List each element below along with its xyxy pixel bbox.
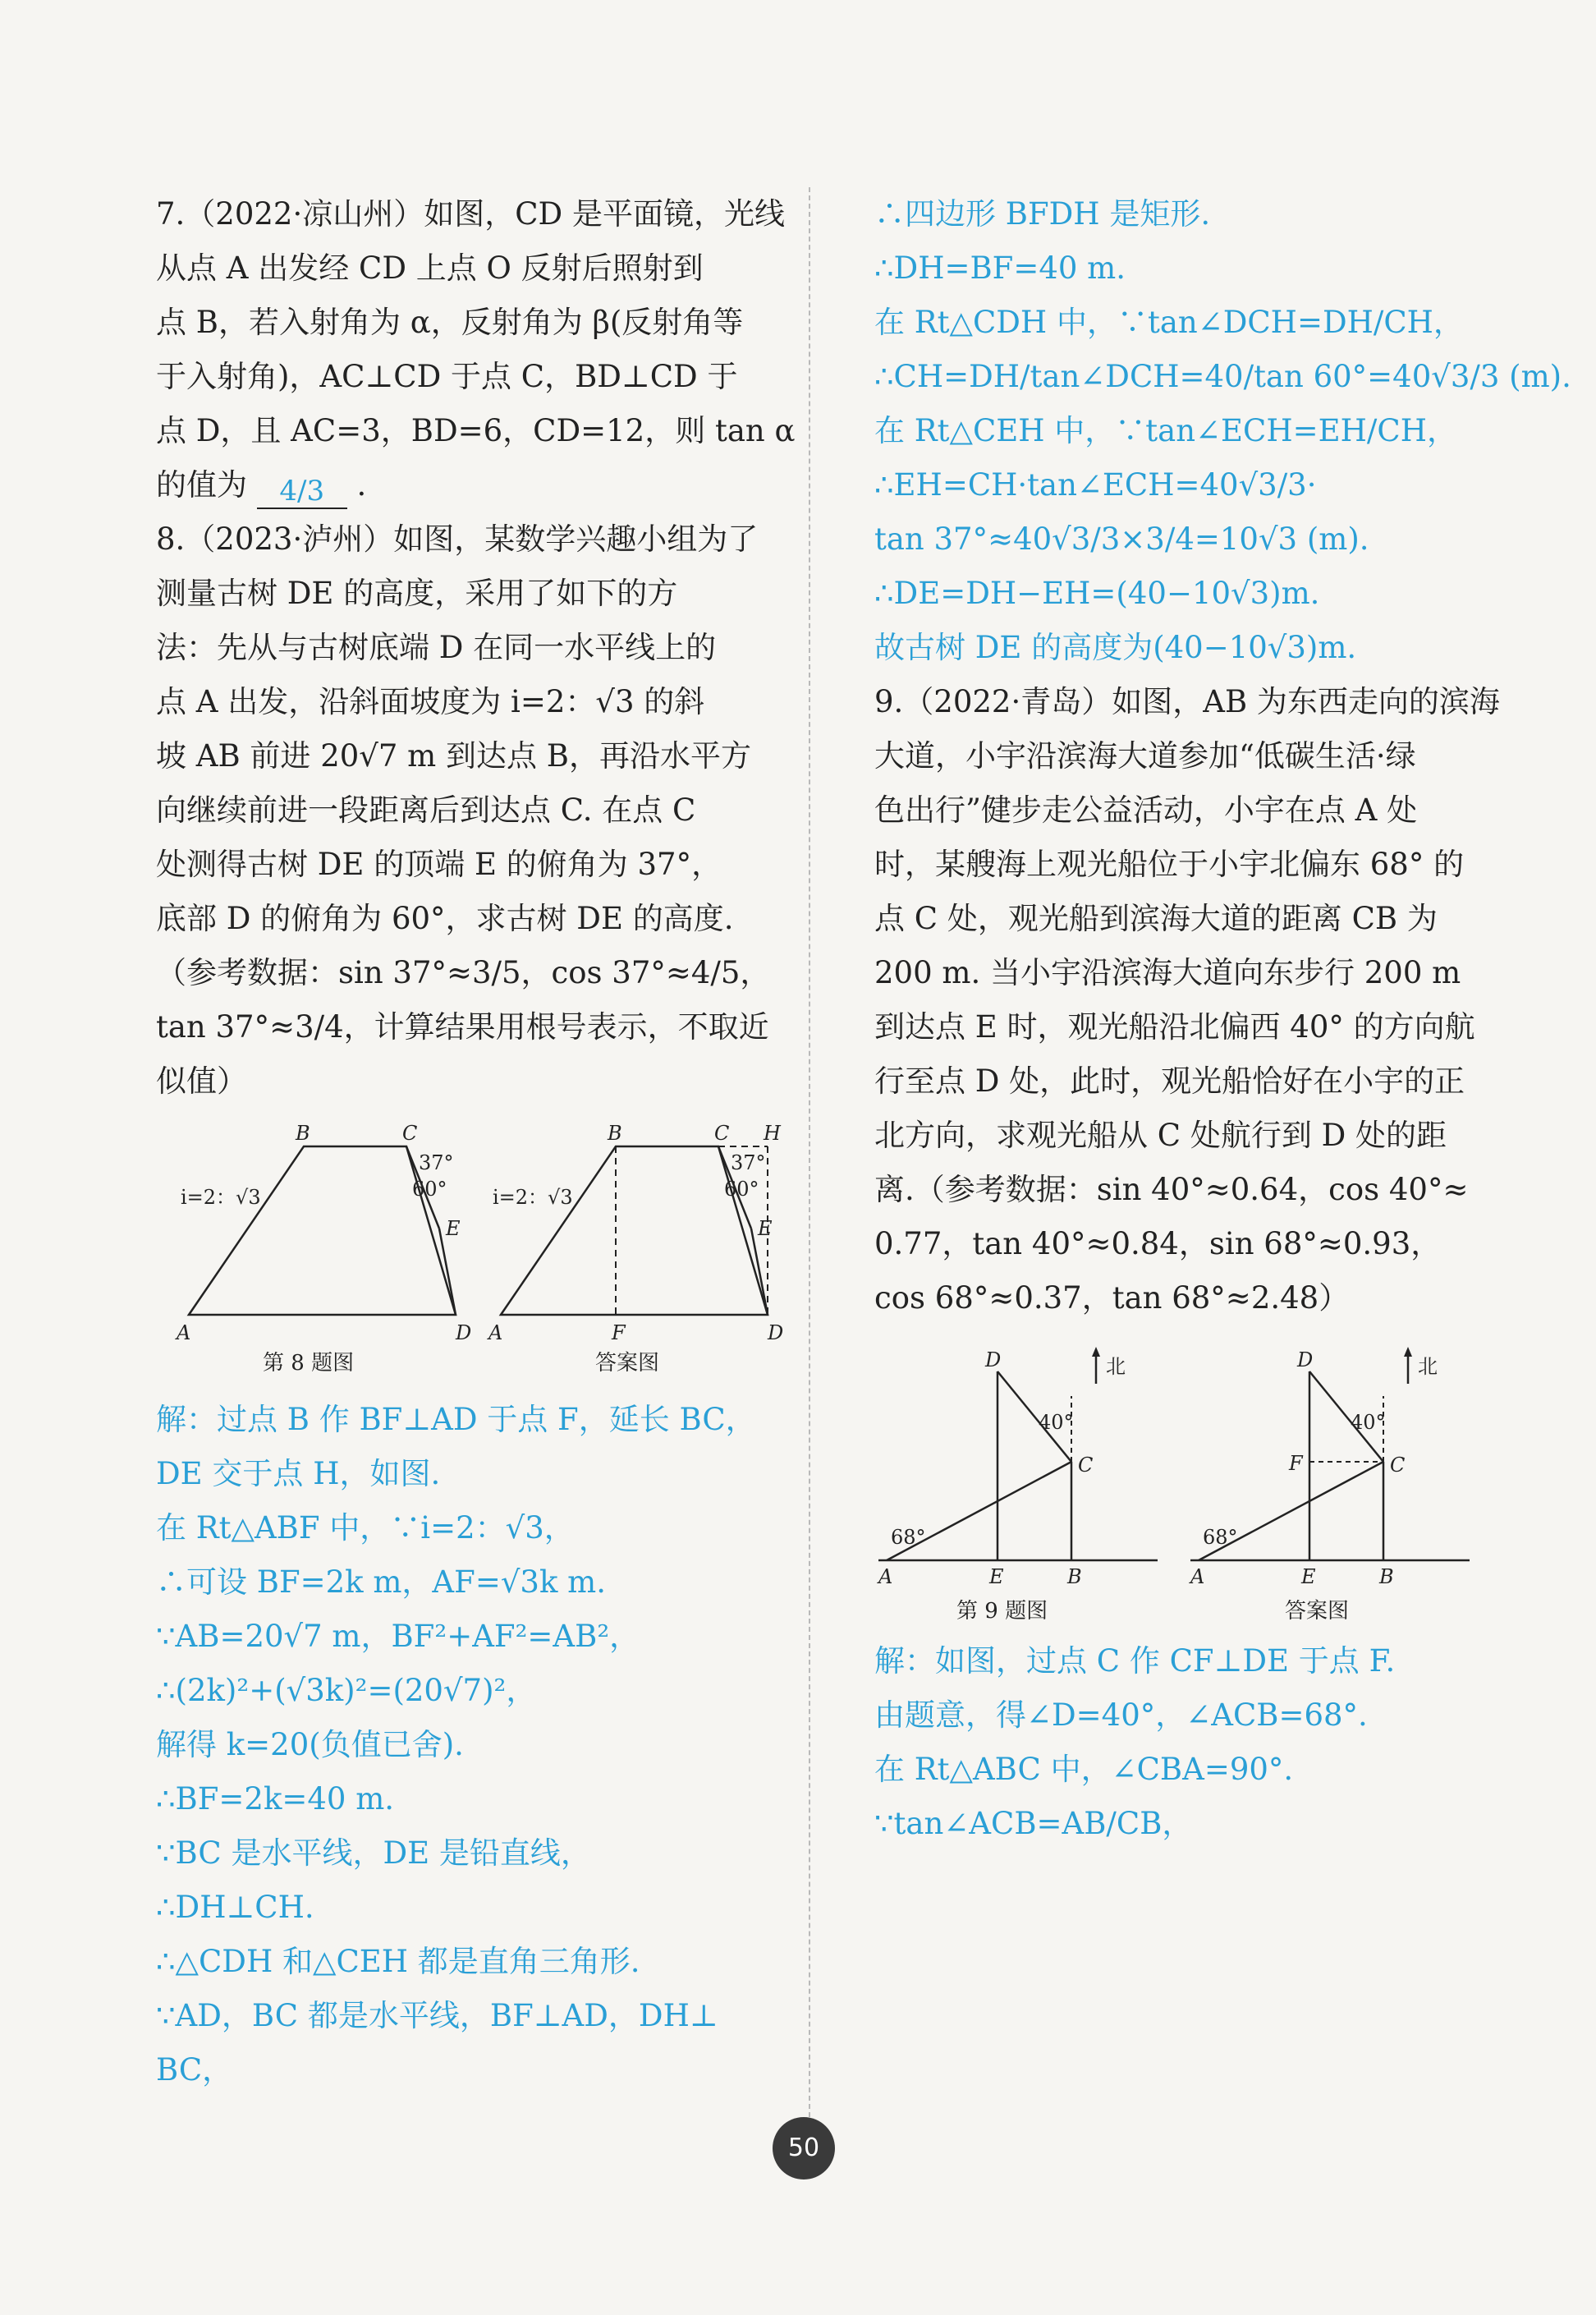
q9-line: 9.（2022·青岛）如图，AB 为东西走向的滨海 (874, 684, 1500, 719)
question-9 (874, 675, 1500, 1851)
label-E: E (758, 1217, 773, 1240)
label-E: E (989, 1565, 1004, 1588)
solution-line: ∴CH=DH/tan∠DCH=40/tan 60°=40√3/3 (m). (874, 359, 1571, 394)
label-C: C (1390, 1454, 1406, 1477)
q9-figures (874, 1330, 1490, 1626)
q9-ans-fig-caption: 答案图 (1285, 1599, 1350, 1624)
solution-line: ∴DE=DH−EH=(40−10√3)m. (874, 576, 1320, 611)
north-label: 北 (1106, 1355, 1126, 1378)
slope-label: i=2：√3 (493, 1186, 573, 1209)
q9-line: 大道，小宇沿滨海大道参加“低碳生活·绿 (874, 738, 1416, 774)
angle-68: 68° (1203, 1526, 1238, 1549)
q8-line: （参考数据：sin 37°≈3/5，cos 37°≈4/5， (156, 955, 771, 990)
q9-line: 时，某艘海上观光船位于小宇北偏东 68° 的 (874, 847, 1465, 882)
q8-line: 测量古树 DE 的高度，采用了如下的方 (156, 576, 678, 611)
q9-solution (874, 1634, 1490, 1851)
q8-line: 法：先从与古树底端 D 在同一水平线上的 (156, 630, 717, 665)
solution-line: ∴(2k)²+(√3k)²=(20√7)²， (156, 1673, 537, 1708)
column-divider (809, 187, 810, 2125)
solution-line: ∵AD，BC 都是水平线，BF⊥AD，DH⊥ (156, 1998, 718, 2033)
solution-line: 解：过点 B 作 BF⊥AD 于点 F，延长 BC， (156, 1402, 756, 1437)
label-A: A (488, 1321, 503, 1344)
solution-line: ∴EH=CH·tan∠ECH=40√3/3· (874, 467, 1317, 503)
label-D: D (985, 1348, 1002, 1371)
q9-line: 到达点 E 时，观光船沿北偏西 40° 的方向航 (874, 1009, 1475, 1045)
solution-line: ∴四边形 BFDH 是矩形. (874, 196, 1211, 232)
solution-line: DE 交于点 H，如图. (156, 1456, 441, 1491)
q8-line: 8.（2023·泸州）如图，某数学兴趣小组为了 (156, 521, 759, 557)
solution-line: ∴△CDH 和△CEH 都是直角三角形. (156, 1944, 640, 1979)
label-B: B (1067, 1565, 1082, 1588)
q8-line: 似值） (156, 1063, 247, 1099)
label-B: B (296, 1122, 310, 1145)
q8-answer-figure (484, 1114, 796, 1376)
solution-line: ∵AB=20√7 m，BF²+AF²=AB²， (156, 1619, 640, 1654)
angle-40: 40° (1039, 1411, 1074, 1434)
q9-line: 色出行”健步走公益活动，小宇在点 A 处 (874, 792, 1418, 828)
solution-line: 故古树 DE 的高度为(40−10√3)m. (874, 630, 1357, 665)
solution-line: 在 Rt△CEH 中，∵tan∠ECH=EH/CH， (874, 413, 1457, 448)
q7-line: 点 D，且 AC=3，BD=6，CD=12，则 tan α (156, 413, 796, 448)
solution-line: 解：如图，过点 C 作 CF⊥DE 于点 F. (874, 1643, 1396, 1679)
q9-figure (874, 1339, 1186, 1626)
q7-line: 点 B，若入射角为 α，反射角为 β(反射角等 (156, 305, 744, 340)
q8-ans-fig-caption: 答案图 (595, 1351, 660, 1376)
q7-line: 7.（2022·凉山州）如图，CD 是平面镜，光线 (156, 196, 785, 232)
label-E: E (1301, 1565, 1316, 1588)
label-B: B (608, 1122, 622, 1145)
label-C: C (1078, 1454, 1094, 1477)
q7-line: 从点 A 出发经 CD 上点 O 反射后照射到 (156, 250, 704, 286)
q8-line: 坡 AB 前进 20√7 m 到达点 B，再沿水平方 (156, 738, 751, 774)
angle-60: 60° (724, 1178, 759, 1201)
question-8 (156, 512, 788, 2097)
q8-fig-caption: 第 8 题图 (263, 1351, 355, 1376)
left-column (156, 187, 796, 2097)
label-H: H (764, 1122, 781, 1145)
solution-line: 在 Rt△CDH 中，∵tan∠DCH=DH/CH， (874, 305, 1464, 340)
label-B: B (1379, 1565, 1394, 1588)
page-number: 50 (773, 2117, 835, 2179)
solution-line: ∴DH⊥CH. (156, 1890, 314, 1925)
q8-line: 处测得古树 DE 的顶端 E 的俯角为 37°， (156, 847, 722, 882)
right-column (874, 187, 1571, 1851)
solution-line: ∴DH=BF=40 m. (874, 250, 1126, 286)
label-A: A (878, 1565, 893, 1588)
solution-line: 由题意，得∠D=40°，∠ACB=68°. (874, 1697, 1368, 1733)
q9-line: 北方向，求观光船从 C 处航行到 D 处的距 (874, 1118, 1447, 1153)
label-A: A (1190, 1565, 1205, 1588)
solution-line: 在 Rt△ABC 中，∠CBA=90°. (874, 1752, 1294, 1787)
q9-line: cos 68°≈0.37，tan 68°≈2.48） (874, 1280, 1350, 1316)
label-F: F (1289, 1452, 1303, 1475)
q8-solution (156, 1393, 788, 2097)
label-C: C (714, 1122, 730, 1145)
solution-line: 解得 k=20(负值已舍). (156, 1727, 464, 1762)
solution-line: 在 Rt△ABF 中，∵i=2：√3， (156, 1510, 575, 1546)
angle-37: 37° (419, 1151, 454, 1174)
solution-line: ∵BC 是水平线，DE 是铅直线， (156, 1835, 591, 1871)
q8-line: 底部 D 的俯角为 60°，求古树 DE 的高度. (156, 901, 734, 936)
q9-line: 行至点 D 处，此时，观光船恰好在小宇的正 (874, 1063, 1465, 1099)
label-C: C (402, 1122, 418, 1145)
solution-line: ∴可设 BF=2k m，AF=√3k m. (156, 1564, 606, 1600)
label-E: E (446, 1217, 461, 1240)
label-D: D (768, 1321, 784, 1344)
question-7 (156, 187, 796, 512)
q9-line: 点 C 处，观光船到滨海大道的距离 CB 为 (874, 901, 1438, 936)
label-A: A (177, 1321, 191, 1344)
angle-37: 37° (731, 1151, 766, 1174)
q8-figure (172, 1114, 484, 1376)
q8-solution-continued (874, 187, 1571, 675)
q8-line: 点 A 出发，沿斜面坡度为 i=2：√3 的斜 (156, 684, 705, 719)
q9-line: 200 m. 当小宇沿滨海大道向东步行 200 m (874, 955, 1461, 990)
solution-line: ∵tan∠ACB=AB/CB， (874, 1806, 1193, 1841)
q7-tail-prefix: 的值为 (156, 467, 247, 503)
q9-answer-figure (1186, 1339, 1498, 1626)
q9-line: 离.（参考数据：sin 40°≈0.64，cos 40°≈ (874, 1172, 1469, 1207)
q9-fig-caption: 第 9 题图 (956, 1599, 1048, 1624)
solution-line: ∴BF=2k=40 m. (156, 1781, 395, 1817)
q7-tail-suffix: . (356, 467, 367, 503)
q7-answer-line (156, 458, 788, 512)
q7-answer-blank: 4/3 (257, 475, 347, 509)
slope-label: i=2：√3 (181, 1186, 261, 1209)
q9-line: 0.77，tan 40°≈0.84，sin 68°≈0.93， (874, 1226, 1442, 1261)
q8-line: tan 37°≈3/4，计算结果用根号表示，不取近 (156, 1009, 769, 1045)
label-D: D (456, 1321, 472, 1344)
solution-line: BC， (156, 2052, 233, 2088)
label-F: F (612, 1321, 626, 1344)
north-label: 北 (1418, 1355, 1438, 1378)
q8-figures (156, 1114, 788, 1385)
angle-68: 68° (891, 1526, 926, 1549)
q7-line: 于入射角)，AC⊥CD 于点 C，BD⊥CD 于 (156, 359, 738, 394)
angle-40: 40° (1351, 1411, 1386, 1434)
solution-line: tan 37°≈40√3/3×3/4=10√3 (m). (874, 521, 1369, 557)
label-D: D (1297, 1348, 1314, 1371)
angle-60: 60° (412, 1178, 447, 1201)
q8-line: 向继续前进一段距离后到达点 C. 在点 C (156, 792, 696, 828)
